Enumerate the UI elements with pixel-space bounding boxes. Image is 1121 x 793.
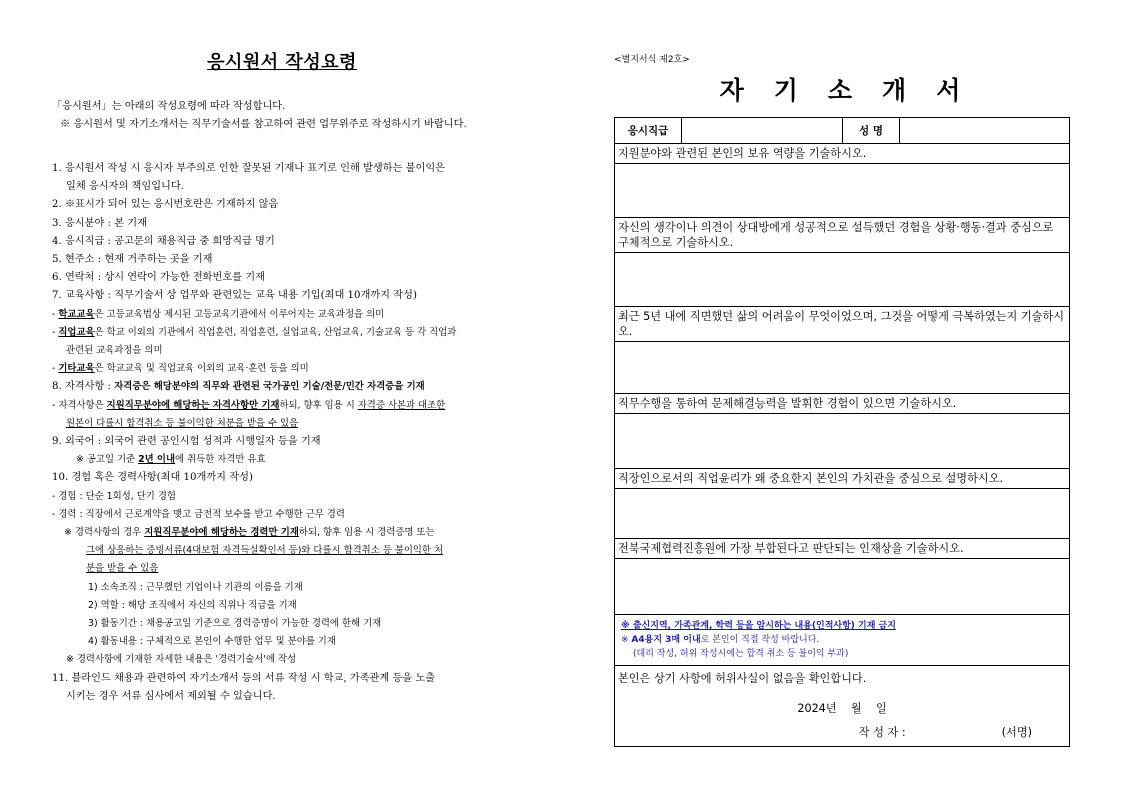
item-10-career: - 경력 : 직장에서 근로계약을 맺고 금전적 보수를 받고 수행한 근무 경력 xyxy=(52,508,345,520)
header-row xyxy=(615,118,1069,143)
notice-a4-prefix: ※ xyxy=(621,635,632,645)
self-intro-section xyxy=(614,52,1070,747)
item-9-note-rest: 에 취득한 자격만 유효 xyxy=(175,454,266,466)
item-10-note-prefix: ※ 경력사항의 경우 xyxy=(64,527,145,539)
intro-text: 「응시원서」는 아래의 작성요령에 따라 작성합니다. xyxy=(52,101,286,112)
item-9-note-prefix: ※ 공고일 기준 xyxy=(76,454,139,466)
grade-field[interactable] xyxy=(682,118,843,143)
item-8-sub-bold: 지원직무분야에 해당하는 자격사항만 기재 xyxy=(106,399,280,411)
item-8-bold: 자격증은 해당분야의 직무와 관련된 국가공인 기술/전문/민간 자격증을 기재 xyxy=(114,381,425,393)
item-5: 5. 현주소 : 현재 거주하는 곳을 기재 xyxy=(52,254,213,266)
answer-2[interactable] xyxy=(615,252,1069,306)
grade-label: 응시직급 xyxy=(615,118,682,143)
item-1-line-2: 일체 응시자의 책임입니다. xyxy=(66,181,184,193)
item-8-sub-2: 원본이 다를시 합격취소 등 불이익한 처분을 받을 수 있음 xyxy=(66,417,299,429)
item-8-sub xyxy=(52,397,512,415)
notice-proxy: (대리 작성, 허위 작성시에는 합격 취소 등 불이익 부과) xyxy=(633,649,849,659)
item-10-experience: - 경험 : 단순 1회성, 단기 경험 xyxy=(52,490,176,502)
writer-label: 작 성 자 : xyxy=(858,726,906,739)
vocational-edu-label: 직업교육 xyxy=(58,326,95,338)
item-9: 9. 외국어 : 외국어 관련 공인시험 성적과 시행일자 등을 기재 xyxy=(52,436,321,448)
item-11-line-2: 시키는 경우 서류 심사에서 제외될 수 있습니다. xyxy=(66,690,276,702)
guidelines-section xyxy=(52,48,512,706)
item-10-note xyxy=(52,524,512,542)
form-tag: <별지서식 제2호> xyxy=(614,55,690,65)
confirm-sign-line xyxy=(618,724,1066,740)
answer-3[interactable] xyxy=(615,341,1069,393)
item-6: 6. 연락처 : 상시 연락이 가능한 전화번호를 기재 xyxy=(52,272,265,284)
question-6: 전북국제협력진흥원에 가장 부합된다고 판단되는 인재상을 기술하시오. xyxy=(615,538,1069,558)
item-10: 10. 경험 혹은 경력사항(최대 10개까지 작성) xyxy=(52,472,253,484)
form-title: 자기소개서 xyxy=(719,76,991,105)
confirm-text: 본인은 상기 사항에 허위사실이 없음을 확인합니다. xyxy=(618,672,867,685)
item-10-sub-2: 2) 역할 : 해당 조직에서 자신의 직위나 직급을 기재 xyxy=(88,599,297,611)
item-8 xyxy=(52,378,512,396)
intro-note: ※ 응시원서 및 자기소개서는 직무기술서를 참고하여 관련 업무위주로 작성하시기 바랍니다. xyxy=(60,119,467,130)
question-2: 자신의 생각이나 의견이 상대방에게 성공적으로 설득했던 경험을 상황·행동·결과 중심으로 구체적으로 기술하시오. xyxy=(615,217,1069,252)
item-7-school: - 학교교육은 고등교육법상 제시된 고등교육기관에서 이루어지는 교육과정을 의미 xyxy=(52,308,385,320)
item-4: 4. 응시직급 : 공고문의 채용직급 중 희망직급 명기 xyxy=(52,235,275,247)
name-field[interactable] xyxy=(900,118,1069,143)
item-10-sub-4: 4) 활동내용 : 구체적으로 본인이 수행한 업무 및 분야를 기재 xyxy=(88,636,336,648)
name-label: 성 명 xyxy=(843,118,900,143)
item-8-sub-underline: 자격증 사본과 대조한 xyxy=(357,399,446,411)
other-edu-text: 은 학교교육 및 직업교육 이외의 교육·훈련 등을 의미 xyxy=(94,363,309,375)
school-edu-text: 은 고등교육법상 제시된 고등교육기관에서 이루어지는 교육과정을 의미 xyxy=(94,308,385,320)
item-7-vocational-2: 관련된 교육과정을 의미 xyxy=(66,345,163,357)
notice-a4-rest: 로 본인이 직접 작성 바랍니다. xyxy=(700,635,820,645)
item-10-note-rest: 하되, 향후 임용 시 경력증명 또는 xyxy=(298,527,435,539)
answer-4[interactable] xyxy=(615,413,1069,468)
item-7-other: - 기타교육은 학교교육 및 직업교육 이외의 교육·훈련 등을 의미 xyxy=(52,363,309,375)
item-8-prefix: 8. 자격사항 : xyxy=(52,381,115,393)
item-2: 2. ※표시가 되어 있는 응시번호란은 기재하지 않음 xyxy=(52,199,279,211)
item-8-sub-mid: 하되, 향후 임용 시 xyxy=(279,399,358,411)
item-10-note-3: 분을 받을 수 있음 xyxy=(86,563,159,575)
item-1-line-1: 1. 응시원서 작성 시 응시자 부주의로 인한 잘못된 기재나 표기로 인해 발생하는 불이익은 xyxy=(52,163,446,174)
item-8-sub-prefix: - 자격사항은 xyxy=(52,399,107,411)
question-3: 최근 5년 내에 직면했던 삶의 어려움이 무엇이었으며, 그것을 어떻게 극복하였는지 기술하시오. xyxy=(615,306,1069,341)
notice-a4 xyxy=(621,633,1063,647)
guidelines-title: 응시원서 작성요령 xyxy=(207,52,357,73)
school-edu-label: 학교교육 xyxy=(58,308,95,320)
item-10-sub-3: 3) 활동기간 : 채용공고일 기준으로 경력증명이 가능한 경력에 한해 기재 xyxy=(88,618,382,630)
answer-5[interactable] xyxy=(615,488,1069,538)
confirm-box xyxy=(615,665,1069,746)
item-10-career-note: ※ 경력사항에 기재한 자세한 내용은 '경력기술서'에 작성 xyxy=(66,654,297,666)
item-7-vocational: - 직업교육은 학교 이외의 기관에서 직업훈련, 직업훈련, 실업교육, 산업교육, 기술교육 등 각 직업과 xyxy=(52,326,457,338)
notice-a4-bold: A4용지 3매 이내 xyxy=(631,635,701,645)
item-9-note-bold: 2년 이내 xyxy=(138,454,176,466)
notice-box xyxy=(615,614,1069,665)
item-10-note-2: 그에 상응하는 증빙서류(4대보험 자격득실확인서 등)와 다를시 합격취소 등 불이익한 처 xyxy=(86,545,444,557)
item-9-note xyxy=(52,451,512,469)
item-10-note-bold: 지원직무분야에 해당하는 경력만 기재 xyxy=(144,527,299,539)
self-intro-form xyxy=(614,117,1070,747)
answer-6[interactable] xyxy=(615,558,1069,614)
item-7: 7. 교육사항 : 직무기술서 상 업무와 관련있는 교육 내용 기입(최대 10개까지 작성) xyxy=(52,290,417,302)
vocational-edu-text: 은 학교 이외의 기관에서 직업훈련, 직업훈련, 실업교육, 산업교육, 기술교육 등 각 직업과 xyxy=(94,326,457,338)
sign-label: (서명) xyxy=(1001,726,1032,739)
other-edu-label: 기타교육 xyxy=(58,363,95,375)
item-3: 3. 응시분야 : 본 기재 xyxy=(52,217,147,229)
notice-warning: ※ 출신지역, 가족관계, 학력 등을 암시하는 내용(인적사항) 기재 금지 xyxy=(621,621,896,631)
question-5: 직장인으로서의 직업윤리가 왜 중요한지 본인의 가치관을 중심으로 설명하시오. xyxy=(615,468,1069,488)
item-10-sub-1: 1) 소속조직 : 근무했던 기업이나 기관의 이름을 기재 xyxy=(88,581,303,593)
answer-1[interactable] xyxy=(615,163,1069,217)
question-4: 직무수행을 통하여 문제해결능력을 발휘한 경험이 있으면 기술하시오. xyxy=(615,393,1069,413)
item-11-line-1: 11. 블라인드 채용과 관련하여 자기소개서 등의 서류 작성 시 학교, 가족관계 등을 노출 xyxy=(52,672,436,684)
confirm-date: 2024년 월 일 xyxy=(797,702,887,715)
question-1: 지원분야와 관련된 본인의 보유 역량을 기술하시오. xyxy=(615,143,1069,163)
